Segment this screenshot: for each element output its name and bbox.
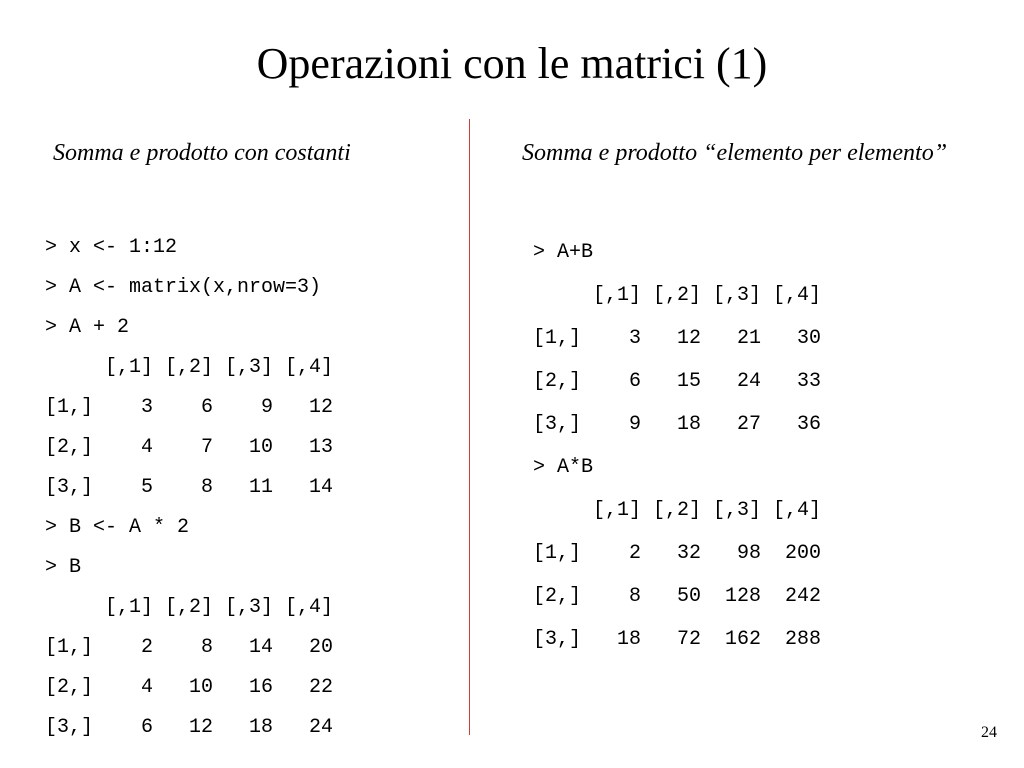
code-line: > A+B [533,241,594,264]
matrix-row: [2,] 8 50 128 242 [533,585,822,608]
matrix-row: [1,] 2 8 14 20 [45,636,334,659]
matrix-row: [2,] 4 10 16 22 [45,676,334,699]
matrix-header-row: [,1] [,2] [,3] [,4] [45,596,334,619]
matrix-row: [3,] 9 18 27 36 [533,413,822,436]
matrix-row: [3,] 18 72 162 288 [533,628,822,651]
matrix-row: [2,] 6 15 24 33 [533,370,822,393]
code-line: > x <- 1:12 [45,236,178,259]
slide-title: Operazioni con le matrici (1) [256,39,768,88]
matrix-header-row: [,1] [,2] [,3] [,4] [45,356,334,379]
left-code-block [45,228,333,748]
right-column-heading: Somma e prodotto “elemento per elemento” [522,140,948,166]
matrix-row: [2,] 4 7 10 13 [45,436,334,459]
code-line: > B [45,556,82,579]
matrix-row: [1,] 3 6 9 12 [45,396,334,419]
matrix-row: [1,] 2 32 98 200 [533,542,822,565]
column-divider [469,119,470,735]
code-line: > A + 2 [45,316,130,339]
matrix-header-row: [,1] [,2] [,3] [,4] [533,284,822,307]
code-line: > A <- matrix(x,nrow=3) [45,276,322,299]
code-line: > A*B [533,456,594,479]
matrix-row: [3,] 6 12 18 24 [45,716,334,739]
matrix-header-row: [,1] [,2] [,3] [,4] [533,499,822,522]
left-column-heading: Somma e prodotto con costanti [53,140,351,166]
right-code-block [533,231,821,661]
page-number: 24 [981,724,997,741]
code-line: > B <- A * 2 [45,516,190,539]
matrix-row: [3,] 5 8 11 14 [45,476,334,499]
matrix-row: [1,] 3 12 21 30 [533,327,822,350]
